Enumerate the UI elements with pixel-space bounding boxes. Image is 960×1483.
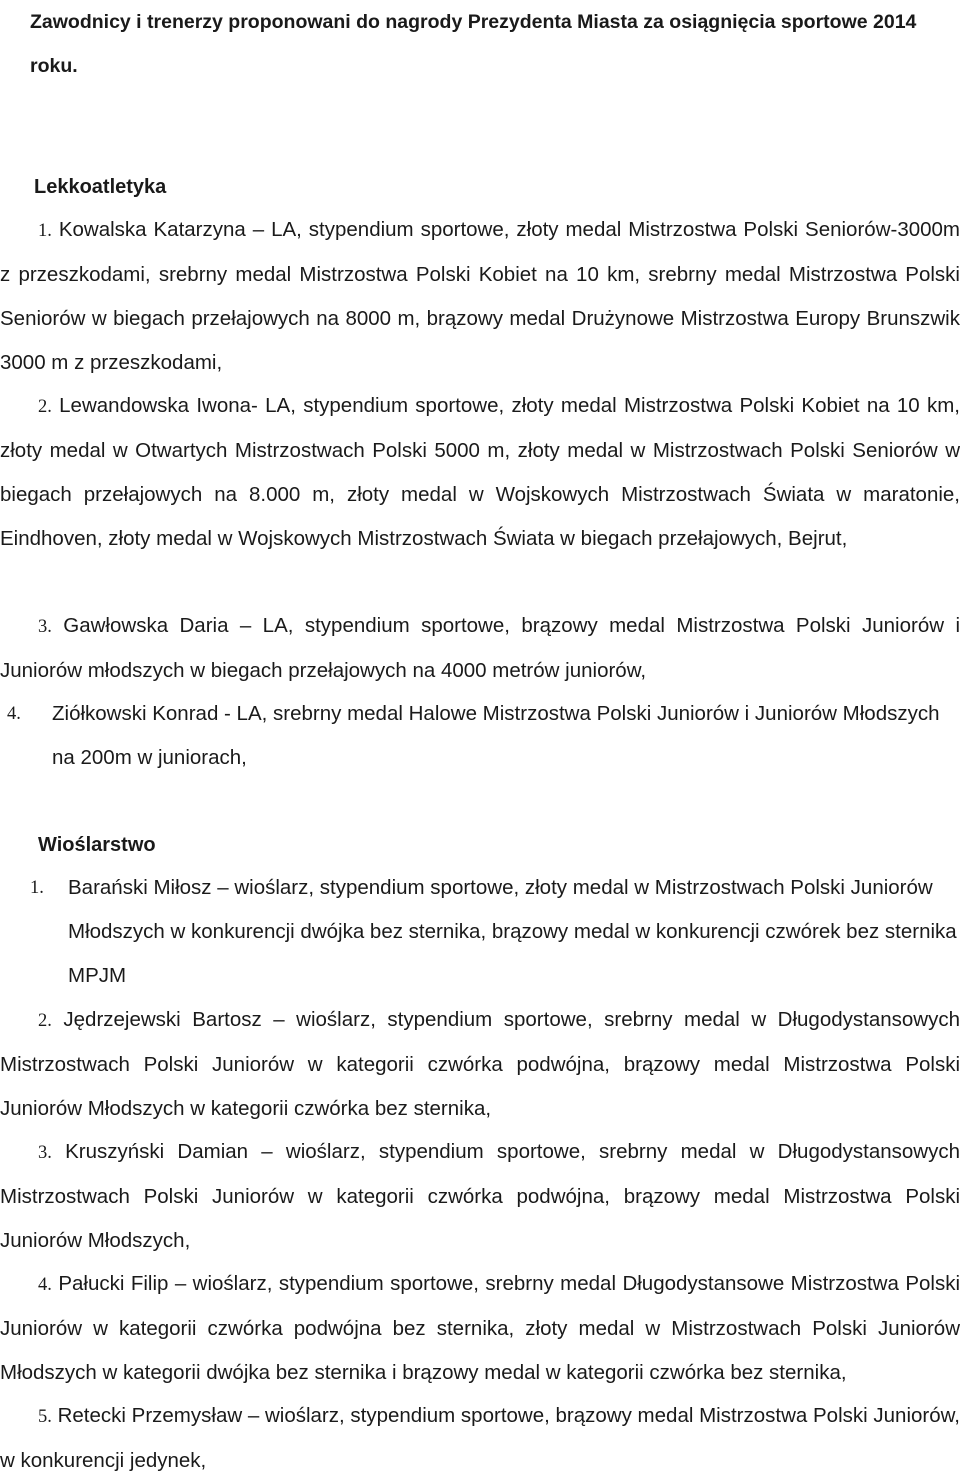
list-item	[0, 1394, 960, 1483]
list-item	[7, 692, 960, 780]
list-item-text: Gawłowska Daria – LA, stypendium sportowe, brązowy medal Mistrzostwa Polski Juniorów i Juniorów młodszych w biegach przełajowych na 4000 metrów juniorów,	[0, 614, 960, 682]
list-item-text: Kowalska Katarzyna – LA, stypendium sportowe, złoty medal Mistrzostwa Polski Seniorów-3000m z przeszkodami, srebrny medal Mistrzostwa Polski Kobiet na 10 km, srebrny medal Mistrzostwa Polski Seniorów w biegach przełajowych na 8000 m, brązowy medal Drużynowe Mistrzostwa Europy Brunszwik 3000 m z przeszkodami,	[0, 218, 960, 374]
list-item-number: 2.	[38, 397, 52, 417]
list-item	[0, 1262, 960, 1395]
list-item-number: 5.	[38, 1407, 52, 1427]
list-item-text: Barański Miłosz – wioślarz, stypendium sportowe, złoty medal w Mistrzostwach Polski Juniorów Młodszych w konkurencji dwójka bez sternika, brązowy medal w konkurencji czwórek bez sternika MPJM	[68, 876, 957, 987]
list-item-text: Kruszyński Damian – wioślarz, stypendium sportowe, srebrny medal w Długodystansowych Mistrzostwach Polski Juniorów w kategorii czwórka podwójna, brązowy medal Mistrzostwa Polski Juniorów Młodszych,	[0, 1140, 960, 1252]
list-item-text: Lewandowska Iwona- LA, stypendium sportowe, złoty medal Mistrzostwa Polski Kobiet na 10 km, złoty medal w Otwartych Mistrzostwach Polski 5000 m, złoty medal w Mistrzostwach Polski Seniorów w biegach przełajowych na 8.000 m, złoty medal w Wojskowych Mistrzostwach Świata w maratonie, Eindhoven, złoty medal w Wojskowych Mistrzostwach Świata w biegach przełajowych, Bejrut,	[0, 394, 960, 550]
list-item-number: 4.	[7, 704, 21, 724]
list-item	[0, 998, 960, 1131]
list-item	[0, 208, 960, 385]
document-title: Zawodnicy i trenerzy proponowani do nagrody Prezydenta Miasta za osiągnięcia sportowe 2014 roku.	[30, 11, 917, 77]
list-item	[0, 1130, 960, 1263]
list-item-text: Jędrzejewski Bartosz – wioślarz, stypendium sportowe, srebrny medal w Długodystansowych Mistrzostwach Polski Juniorów w kategorii czwórka podwójna, brązowy medal Mistrzostwa Polski Juniorów Młodszych w kategorii czwórka bez sternika,	[0, 1008, 960, 1120]
list-item	[30, 866, 960, 998]
list-item-number: 3.	[38, 1143, 52, 1163]
list-item-text: Ziółkowski Konrad - LA, srebrny medal Halowe Mistrzostwa Polski Juniorów i Juniorów Młodszych na 200m w juniorach,	[52, 702, 940, 769]
list-item-number: 3.	[38, 617, 52, 637]
list-item-text: Retecki Przemysław – wioślarz, stypendium sportowe, brązowy medal Mistrzostwa Polski Juniorów, w konkurencji jedynek,	[0, 1404, 960, 1472]
list-item-number: 1.	[30, 878, 44, 898]
section-heading-lekkoatletyka: Lekkoatletyka	[34, 176, 167, 198]
section-heading-wioslarstwo: Wioślarstwo	[38, 834, 156, 856]
list-item-text: Pałucki Filip – wioślarz, stypendium sportowe, srebrny medal Długodystansowe Mistrzostwa Polski Juniorów w kategorii czwórka podwójna bez sternika, złoty medal w Mistrzostwach Polski Juniorów Młodszych w kategorii dwójka bez sternika i brązowy medal w kategorii czwórka bez sternika,	[0, 1272, 960, 1384]
list-item-number: 2.	[38, 1011, 52, 1031]
list-item-number: 1.	[38, 221, 52, 241]
list-item-number: 4.	[38, 1275, 52, 1295]
list-item	[0, 384, 960, 561]
list-item	[0, 604, 960, 693]
